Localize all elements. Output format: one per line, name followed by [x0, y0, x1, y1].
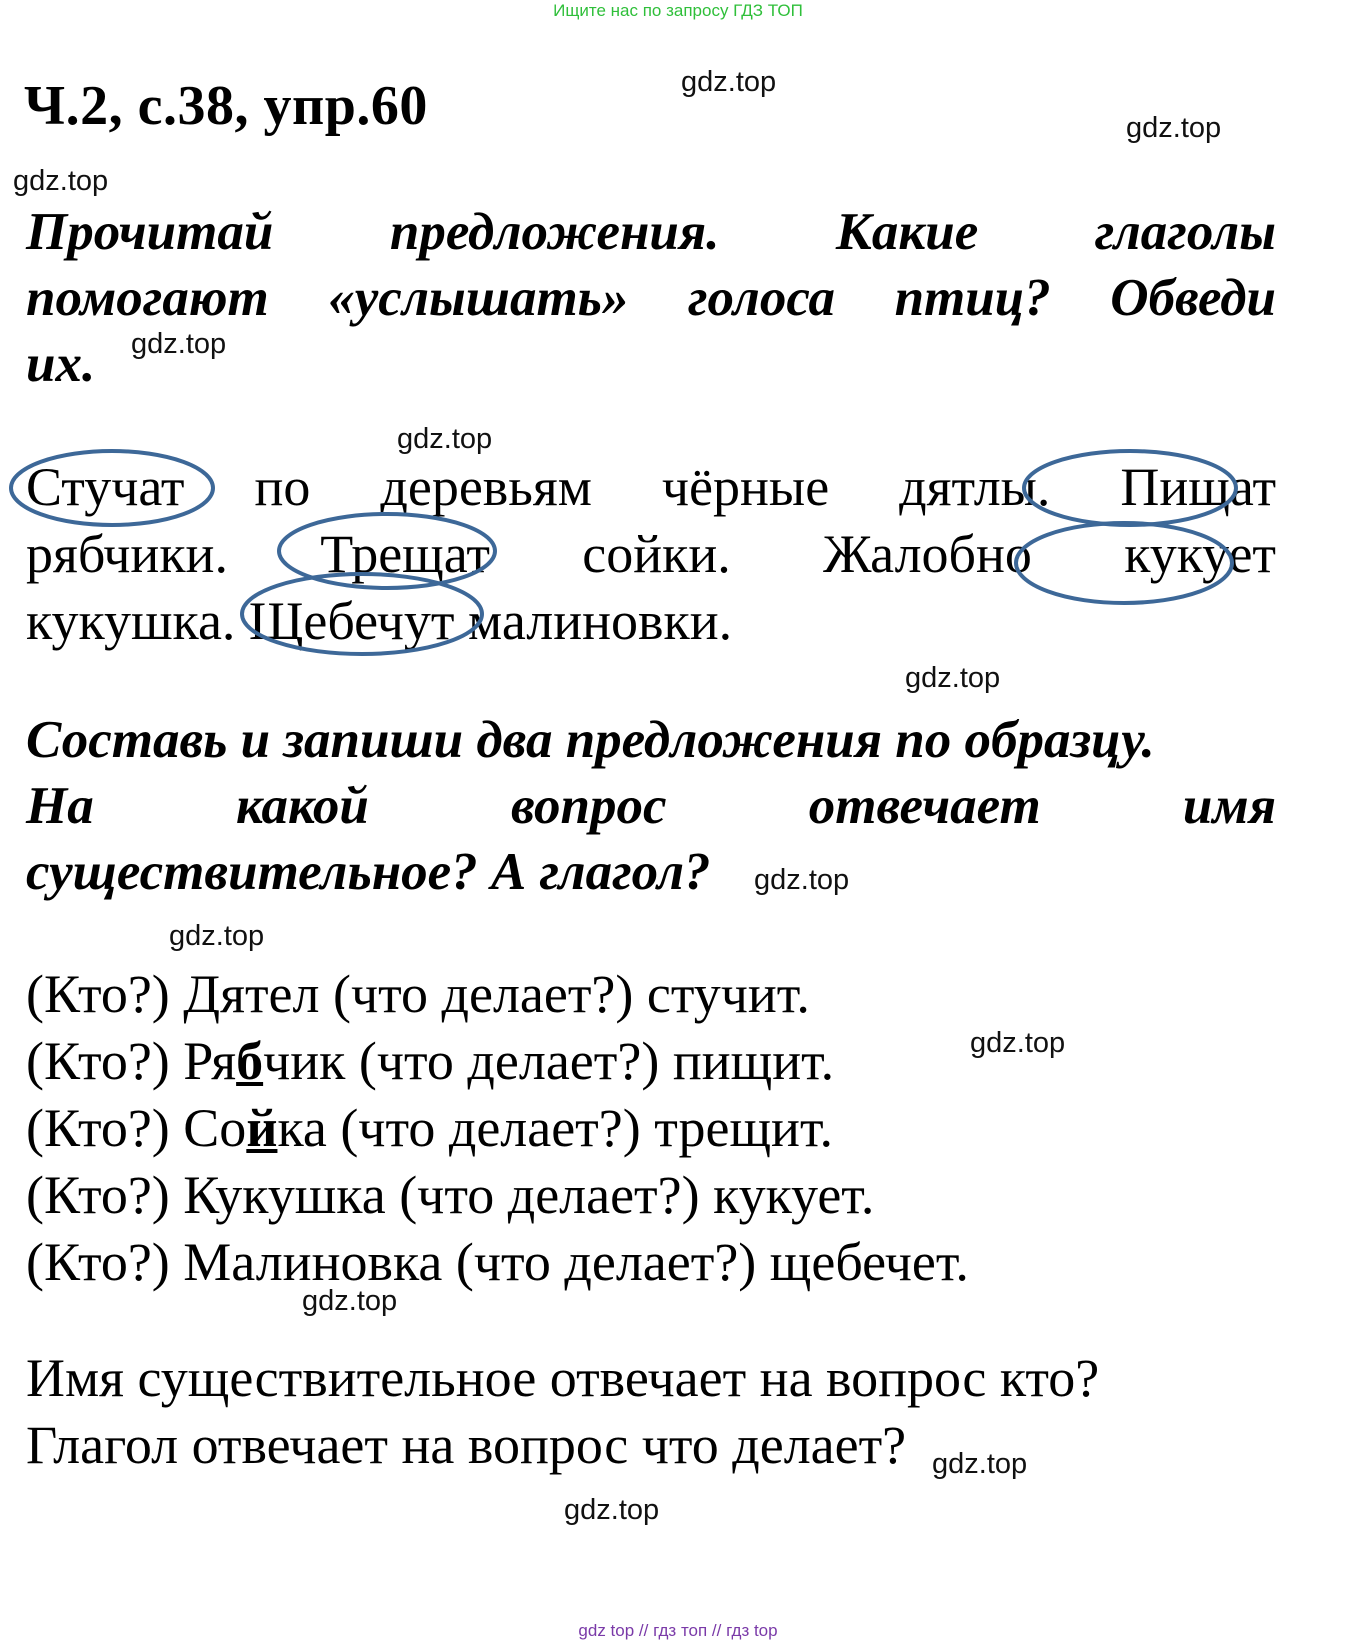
- watermark: gdz.top: [13, 165, 109, 197]
- circled-verb: Стучат: [26, 457, 185, 517]
- watermark: gdz.top: [169, 920, 265, 952]
- watermark: gdz.top: [681, 66, 777, 98]
- bird-sentences: [26, 454, 1276, 655]
- watermark: gdz.top: [302, 1285, 398, 1317]
- conclusion-line-2: Глагол отвечает на вопрос что делает?: [26, 1415, 907, 1475]
- answer-row: (Кто?) Кукушка (что делает?) кукует.: [26, 1165, 875, 1225]
- answer-row: (Кто?) Рябчик (что делает?) пищит.: [26, 1031, 835, 1091]
- sentence-line-2: рябчики. Трещат сойки. Жалобно кукует: [26, 524, 1277, 584]
- circled-verb: кукует: [1124, 524, 1277, 584]
- circled-verb: Трещат: [320, 524, 490, 584]
- task1-line1: Прочитай предложения. Какие глаголы: [26, 203, 1277, 261]
- task1-line2: помогают «услышать» голоса птиц? Обведи: [26, 269, 1276, 327]
- watermark: gdz.top: [905, 662, 1001, 694]
- page-title: Ч.2, с.38, упр.60: [24, 75, 428, 137]
- watermark: gdz.top: [754, 864, 850, 896]
- underlined-letter: й: [246, 1098, 278, 1158]
- watermark: gdz.top: [564, 1494, 660, 1526]
- search-hint: Ищите нас по запросу ГДЗ ТОП: [553, 1, 803, 20]
- task2-line1: Составь и запиши два предложения по образцу.: [26, 711, 1155, 769]
- conclusion-line-1: Имя существительное отвечает на вопрос кто?: [26, 1348, 1100, 1408]
- answer-row: (Кто?) Дятел (что делает?) стучит.: [26, 964, 810, 1024]
- task-instructions-1: [26, 199, 1276, 397]
- task-instructions-2: [26, 707, 1276, 905]
- footer-links[interactable]: gdz top // гдз топ // гдз top: [578, 1621, 778, 1640]
- watermark: gdz.top: [397, 423, 493, 455]
- circled-verb: Пищат: [1120, 457, 1277, 517]
- sentence-line-1: Стучат по деревьям чёрные дятлы. Пищат: [26, 457, 1277, 517]
- watermark: gdz.top: [932, 1448, 1028, 1480]
- conclusion: [26, 1345, 1099, 1479]
- watermark: gdz.top: [970, 1027, 1066, 1059]
- sentence-line-3: кукушка. Щебечут малиновки.: [26, 591, 733, 651]
- watermark: gdz.top: [131, 328, 227, 360]
- task1-line3: их.: [26, 335, 96, 393]
- task2-line2: На какой вопрос отвечает имя: [26, 777, 1277, 835]
- task2-line3: существительное? А глагол?: [26, 843, 711, 901]
- underlined-letter: б: [236, 1031, 264, 1091]
- answer-row: (Кто?) Сойка (что делает?) трещит.: [26, 1098, 833, 1158]
- answer-sentences: [26, 961, 969, 1296]
- watermark: gdz.top: [1126, 112, 1222, 144]
- answer-row: (Кто?) Малиновка (что делает?) щебечет.: [26, 1232, 969, 1292]
- circled-verb: Щебечут: [248, 591, 455, 651]
